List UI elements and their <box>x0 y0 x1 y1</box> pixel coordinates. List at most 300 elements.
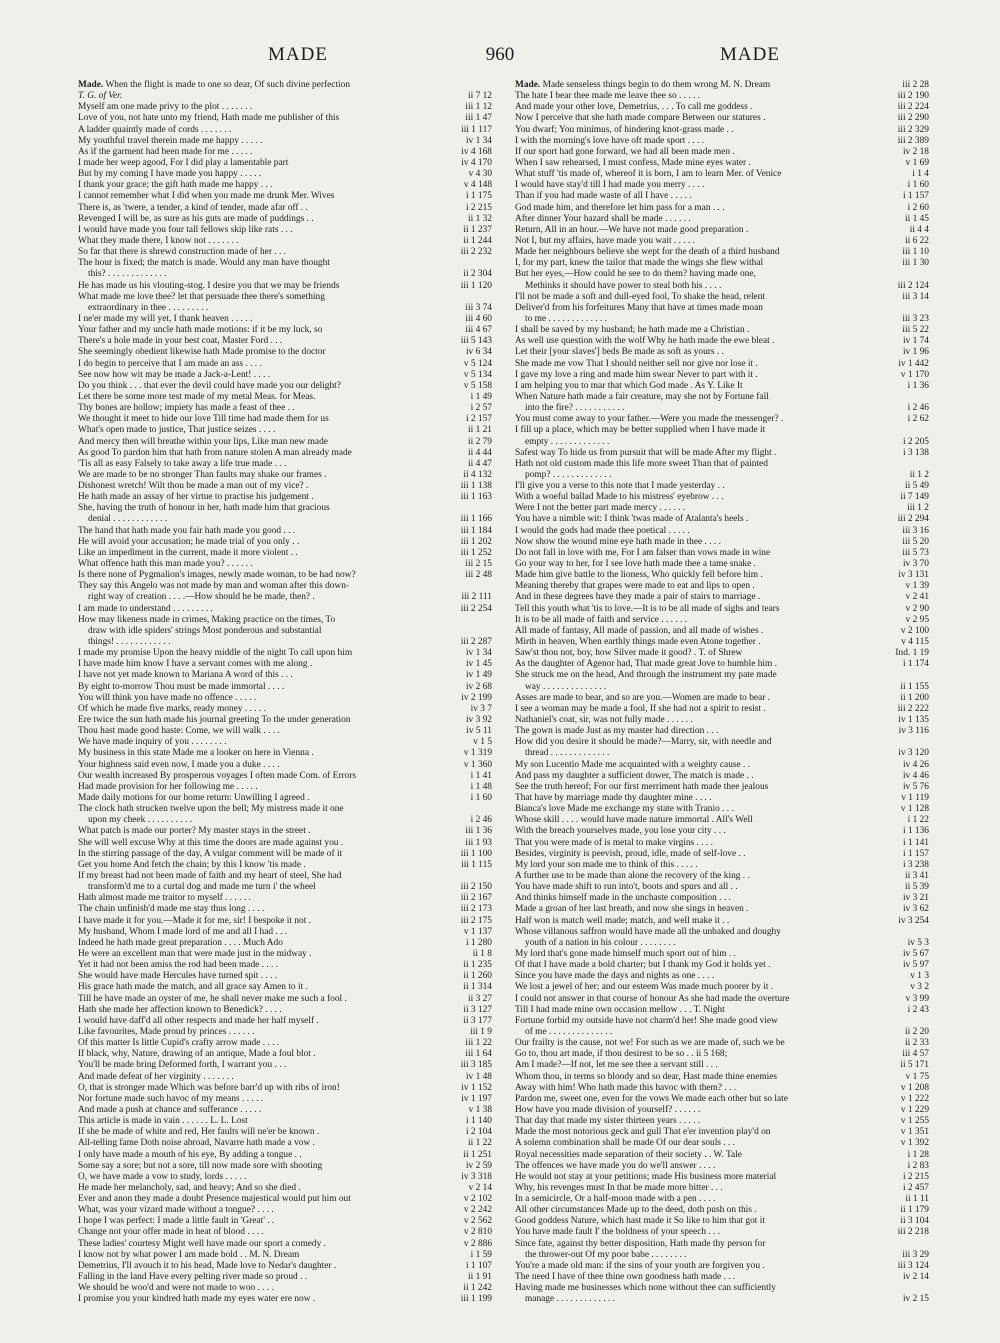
concordance-line <box>78 392 492 403</box>
concordance-line <box>515 682 929 693</box>
act-scene-line-reference: ii 3 41 <box>902 871 929 882</box>
concordance-line <box>515 760 929 771</box>
concordance-line <box>515 214 929 225</box>
concordance-line <box>515 247 929 258</box>
quotation-text: As if the garment had been made for me . . . . . <box>78 146 253 157</box>
act-scene-line-reference: iv 5 76 <box>900 782 929 793</box>
left-column <box>78 80 492 1305</box>
quotation-text: into the fire? . . . . . . . . . . . <box>525 403 625 414</box>
concordance-line <box>515 459 929 470</box>
quotation-text: Thou hast made good haste: Come, we will walk . . . . <box>78 726 280 737</box>
concordance-line <box>515 392 929 403</box>
act-scene-line-reference: iv 4 170 <box>458 158 492 169</box>
quotation-text: Made daily motions for our home return: Unwilling I agreed . <box>78 793 310 803</box>
concordance-line <box>515 481 929 492</box>
concordance-line <box>78 826 492 837</box>
quotation-text: Bianca's love Made me exchange my state with Tranio . . . <box>515 804 734 815</box>
concordance-line <box>515 336 929 347</box>
concordance-line <box>78 1072 492 1083</box>
act-scene-line-reference: iii 1 93 <box>462 838 492 849</box>
act-scene-line-reference: iii 2 290 <box>895 113 929 124</box>
concordance-line <box>515 826 929 837</box>
concordance-line <box>515 982 929 993</box>
concordance-line <box>78 838 492 849</box>
quotation-text: We should be woo'd and were not made to woo . . . . <box>78 1283 274 1294</box>
quotation-text: If our sport had gone forward, we had all been made men . <box>515 146 735 157</box>
concordance-line <box>78 514 492 525</box>
quotation-text: And pass my daughter a sufficient dower, The match is made . . <box>515 770 754 781</box>
quotation-text: way . . . . . . . . . . . . . . <box>525 681 607 692</box>
quotation-text: It is to be all made of faith and service . . . . . . <box>515 614 688 625</box>
concordance-line <box>78 971 492 982</box>
act-scene-line-reference: iii 2 222 <box>895 704 929 715</box>
quotation-text: thread . . . . . . . . . . . . . <box>525 748 610 759</box>
quotation-text: But her eyes,—How could he see to do them? having made one, <box>515 269 756 280</box>
quotation-text: I shall be saved by my husband; he hath made me a Christian . <box>515 325 750 336</box>
act-scene-line-reference: iii 3 124 <box>895 1261 929 1272</box>
concordance-line <box>515 1072 929 1083</box>
concordance-line <box>78 904 492 915</box>
concordance-line <box>515 916 929 927</box>
concordance-line <box>78 793 492 804</box>
concordance-line <box>78 236 492 247</box>
quotation-text: I see a woman may be made a fool, If she had not a spirit to resist . <box>515 703 766 714</box>
quotation-text: Besides, virginity is peevish, proud, idle, made of self-love . . <box>515 848 746 859</box>
quotation-text: Till I had made mine own occasion mellow . . . T. Night <box>515 1004 725 1015</box>
concordance-line <box>78 1172 492 1183</box>
act-scene-line-reference: ii 1 242 <box>460 1283 492 1294</box>
concordance-line <box>515 648 929 659</box>
act-scene-line-reference: v 1 351 <box>898 1127 929 1138</box>
quotation-text: A further use to be made than alone the recovery of the king . . <box>515 870 750 881</box>
concordance-line <box>515 604 929 615</box>
act-scene-line-reference: v 1 229 <box>898 1105 929 1116</box>
quotation-text: Than if you had made waste of all I have . . . . . <box>515 191 692 202</box>
quotation-text: Whose skill . . . . would have made nature immortal . All's Well <box>515 815 753 826</box>
act-scene-line-reference: iii 2 15 <box>462 559 492 570</box>
quotation-text: The offences we have made you do we'll answer . . . . <box>515 1160 716 1171</box>
quotation-text: O, we have made a vow to study, lords . . . . . <box>78 1171 247 1182</box>
quotation-text: Your highness said even now, I made you a duke . . . . <box>78 759 280 770</box>
quotation-text: manage . . . . . . . . . . . . . <box>525 1294 616 1305</box>
quotation-text: He would not stay at your petitions; made His business more material <box>515 1171 777 1182</box>
act-scene-line-reference: v 2 886 <box>461 1239 492 1250</box>
quotation-text: You have a nimble wit: I think 'twas made of Atalanta's heels . <box>515 514 749 525</box>
quotation-text: And made a push at chance and sufferance . . . . . <box>78 1104 262 1115</box>
quotation-text: Royal necessities made separation of their society . . W. Tale <box>515 1149 742 1160</box>
act-scene-line-reference: iii 1 117 <box>458 125 492 136</box>
concordance-line <box>78 559 492 570</box>
act-scene-line-reference: i 2 457 <box>900 1183 929 1194</box>
concordance-line <box>515 191 929 202</box>
concordance-line <box>515 1138 929 1149</box>
act-scene-line-reference: i 2 215 <box>463 203 492 214</box>
act-scene-line-reference: ii 4 132 <box>460 470 492 481</box>
act-scene-line-reference: iii 2 329 <box>895 125 929 136</box>
act-scene-line-reference: Ind. 1 19 <box>892 648 929 659</box>
concordance-line <box>78 1038 492 1049</box>
act-scene-line-reference: iii 1 184 <box>458 526 492 537</box>
concordance-line <box>78 871 492 882</box>
act-scene-line-reference: iii 2 254 <box>458 604 492 615</box>
headword: Made. <box>78 80 104 90</box>
quotation-text: The gown is made Just as my master had direction . . . <box>515 726 719 737</box>
concordance-line <box>515 526 929 537</box>
quotation-text: Whom thou, in terms so bloody and so dear, Hast made thine enemies <box>515 1071 778 1082</box>
concordance-line <box>515 425 929 436</box>
concordance-line <box>78 982 492 993</box>
quotation-text: Now show the wound mine eye hath made in thee . . . . <box>515 536 721 547</box>
concordance-line <box>78 626 492 637</box>
act-scene-line-reference: iii 1 252 <box>458 548 492 559</box>
concordance-line <box>515 492 929 503</box>
concordance-line <box>515 804 929 815</box>
act-scene-line-reference: iv 2 14 <box>900 1272 929 1283</box>
act-scene-line-reference: iv 1 197 <box>458 1094 492 1105</box>
quotation-text: Some say a sore; but not a sore, till now made sore with shooting <box>78 1160 323 1171</box>
act-scene-line-reference: v 1 5 <box>470 737 492 748</box>
concordance-line <box>515 437 929 448</box>
concordance-line <box>515 1016 929 1027</box>
act-scene-line-reference: iii 1 100 <box>458 849 492 860</box>
act-scene-line-reference: iii 2 111 <box>458 592 492 603</box>
quotation-text: Your father and my uncle hath made motions: if it be my luck, so <box>78 325 323 336</box>
act-scene-line-reference: i 2 43 <box>905 1005 929 1016</box>
quotation-text: Meaning thereby that grapes were made to eat and lips to open . <box>515 581 755 592</box>
quotation-text: O, that is stronger made Which was before barr'd up with ribs of iron! <box>78 1082 340 1093</box>
concordance-line <box>78 726 492 737</box>
concordance-line <box>515 559 929 570</box>
quotation-text: to me . . . . . . . . . . . . . <box>525 313 608 324</box>
concordance-line <box>515 359 929 370</box>
quotation-text: Asses are made to bear, and so are you.—Women are made to bear . <box>515 692 771 703</box>
concordance-line <box>515 1283 929 1294</box>
act-scene-line-reference: i 1 174 <box>900 659 929 670</box>
act-scene-line-reference: iv 1 34 <box>463 648 492 659</box>
concordance-line <box>78 258 492 269</box>
quotation-text: Ever and anon they made a doubt Presence majestical would put him out <box>78 1194 351 1205</box>
quotation-text: Go to, thou art made, if thou desirest to be so . . ii 5 168; <box>515 1049 728 1060</box>
act-scene-line-reference: iii 2 175 <box>458 916 492 927</box>
concordance-line <box>515 1094 929 1105</box>
concordance-line <box>78 704 492 715</box>
concordance-line <box>515 860 929 871</box>
act-scene-line-reference: i 2 57 <box>468 403 492 414</box>
quotation-text: In a semicircle, Or a half-moon made with a pen . . . . <box>515 1194 716 1205</box>
act-scene-line-reference: iv 5 11 <box>463 726 492 737</box>
quotation-text: Change not your offer made in heat of blood . . . . <box>78 1227 264 1238</box>
concordance-line <box>515 994 929 1005</box>
concordance-line <box>78 659 492 670</box>
concordance-line <box>78 80 492 91</box>
quotation-text: You'll be made bring Deformed forth, I warrant you . . . <box>78 1060 287 1071</box>
concordance-line <box>515 1105 929 1116</box>
quotation-text: She would have made Hercules have turned spit . . . . <box>78 971 278 982</box>
concordance-line <box>78 303 492 314</box>
act-scene-line-reference: iii 2 389 <box>895 136 929 147</box>
act-scene-line-reference: i 1 49 <box>468 392 492 403</box>
quotation-text: I would the gods had made thee poetical . . . . . <box>515 525 690 536</box>
quotation-text: Had made provision for her following me . . . . . <box>78 781 258 792</box>
quotation-text: Till he have made an oyster of me, he shall never make me such a fool . <box>78 993 347 1004</box>
concordance-line <box>78 1216 492 1227</box>
concordance-line <box>78 1194 492 1205</box>
act-scene-line-reference: iii 1 12 <box>462 102 492 113</box>
concordance-line <box>515 1239 929 1250</box>
concordance-line <box>515 949 929 960</box>
act-scene-line-reference: iii 2 173 <box>458 904 492 915</box>
concordance-line <box>78 147 492 158</box>
act-scene-line-reference: iv 3 254 <box>895 916 929 927</box>
act-scene-line-reference: ii 2 33 <box>902 1038 929 1049</box>
act-scene-line-reference: iii 1 199 <box>458 1294 492 1305</box>
act-scene-line-reference: iii 2 150 <box>458 882 492 893</box>
act-scene-line-reference: ii 1 11 <box>902 1194 929 1205</box>
concordance-line <box>78 203 492 214</box>
act-scene-line-reference: v 1 69 <box>903 158 929 169</box>
act-scene-line-reference: iv 1 442 <box>895 359 929 370</box>
quotation-text: Let their [your slaves'] beds Be made as soft as yours . . <box>515 347 724 358</box>
act-scene-line-reference: iii 1 166 <box>458 514 492 525</box>
act-scene-line-reference: iii 5 143 <box>458 336 492 347</box>
concordance-line <box>515 281 929 292</box>
act-scene-line-reference: i 3 138 <box>900 448 929 459</box>
quotation-text: All-telling fame Doth noise abroad, Navarre hath made a vow . <box>78 1138 315 1149</box>
concordance-line <box>78 1060 492 1071</box>
quotation-text: Is there none of Pygmalion's images, newly made woman, to be had now? <box>78 570 356 581</box>
concordance-line <box>78 359 492 370</box>
quotation-text: I know not by what power I am made bold . . M. N. Dream <box>78 1249 300 1260</box>
act-scene-line-reference: ii 4 47 <box>465 459 492 470</box>
quotation-text: Since fate, against thy better disposition, Hath made thy person for <box>515 1238 766 1249</box>
concordance-line <box>515 715 929 726</box>
quotation-text: God made him, and therefore let him pass for a man . . . <box>515 202 725 213</box>
concordance-line <box>515 838 929 849</box>
quotation-text: the thrower-out Of my poor babe . . . . . . . . <box>525 1249 687 1260</box>
quotation-text: My husband, Whom I made lord of me and all I had . . . <box>78 926 288 937</box>
act-scene-line-reference: v 1 119 <box>898 793 929 804</box>
act-scene-line-reference: iii 2 232 <box>458 247 492 258</box>
act-scene-line-reference: i 1 48 <box>468 782 492 793</box>
quotation-text: She will well excuse Why at this time the doors are made against you . <box>78 837 344 848</box>
act-scene-line-reference: ii 1 21 <box>465 425 492 436</box>
quotation-text: Not I, but my affairs, have made you wait . . . . . <box>515 235 695 246</box>
concordance-line <box>78 682 492 693</box>
concordance-line <box>78 592 492 603</box>
concordance-line <box>78 281 492 292</box>
quotation-text: Half won is match well made; match, and well make it . . <box>515 915 730 926</box>
quotation-text: transform'd me to a curtal dog and made me turn i' the wheel <box>88 882 316 893</box>
act-scene-line-reference: iv 4 168 <box>458 147 492 158</box>
act-scene-line-reference: ii 1 2 <box>907 470 929 481</box>
concordance-line <box>78 1116 492 1127</box>
act-scene-line-reference: iii 2 48 <box>462 570 492 581</box>
quotation-text: Hath she made her affection known to Benedick? . . . . <box>78 1004 282 1015</box>
quotation-text: He has made us his vlouting-stog. I desire you that we may be friends <box>78 280 340 291</box>
concordance-line <box>78 526 492 537</box>
quotation-text: I would have made you four tall fellows skip like rats . . . <box>78 224 293 235</box>
quotation-text: Good goddess Nature, which hast made it So like to him that got it <box>515 1216 765 1227</box>
quotation-text: She made me vow That I should neither sell nor give nor lose it . <box>515 358 758 369</box>
quotation-text: The need I have of thee thine own goodness hath made . . . <box>515 1272 736 1283</box>
act-scene-line-reference: iii 1 10 <box>899 247 929 258</box>
act-scene-line-reference: iv 3 7 <box>468 704 492 715</box>
quotation-text: Ere twice the sun hath made his journal greeting To the under generation <box>78 715 351 726</box>
concordance-line <box>78 570 492 581</box>
quotation-text: youth of a nation in his colour . . . . . . . . <box>525 937 676 948</box>
quotation-text: That have by marriage made thy daughter mine . . . . <box>515 793 712 803</box>
concordance-line <box>515 1127 929 1138</box>
quotation-text: You dwarf; You minimus, of hindering knot-grass made . . <box>515 124 734 135</box>
concordance-line <box>515 269 929 280</box>
act-scene-line-reference: iii 1 2 <box>904 503 929 514</box>
quotation-text: right way of creation . . . .—How should he be made, then? . <box>88 592 315 603</box>
concordance-line <box>78 615 492 626</box>
act-scene-line-reference: v 1 128 <box>898 804 929 815</box>
act-scene-line-reference: iii 4 67 <box>462 325 492 336</box>
act-scene-line-reference: iii 1 163 <box>458 492 492 503</box>
quotation-text: I would have daff'd all other respects and made her half myself . <box>78 1015 319 1026</box>
concordance-line <box>515 793 929 804</box>
concordance-line <box>515 236 929 247</box>
act-scene-line-reference: ii 1 179 <box>897 1205 929 1216</box>
act-scene-line-reference: ii 5 171 <box>897 1060 929 1071</box>
concordance-line <box>515 592 929 603</box>
act-scene-line-reference: i 1 60 <box>905 180 929 191</box>
quotation-text: You will think you have made no offence . . . . . <box>78 692 257 703</box>
act-scene-line-reference: ii 3 27 <box>465 994 492 1005</box>
concordance-line <box>515 849 929 860</box>
quotation-text: They say this Angelo was not made by man and woman after this down- <box>78 581 350 592</box>
quotation-text: And thinks himself made in the unchaste composition . . . <box>515 893 731 904</box>
concordance-line <box>78 1150 492 1161</box>
act-scene-line-reference: i 2 104 <box>463 1127 492 1138</box>
act-scene-line-reference: iii 2 218 <box>895 1227 929 1238</box>
act-scene-line-reference: v 1 75 <box>903 1072 929 1083</box>
concordance-line <box>515 147 929 158</box>
quotation-text: I made her weep agood, For I did play a lamentable part <box>78 157 289 168</box>
concordance-line <box>515 91 929 102</box>
quotation-text: What's open made to justice, That justice seizes . . . . <box>78 425 276 436</box>
concordance-line <box>78 381 492 392</box>
act-scene-line-reference: v 2 242 <box>461 1205 492 1216</box>
quotation-text: denial . . . . . . . . . . . . <box>88 514 168 525</box>
quotation-text: My business in this state Made me a looker on here in Vienna . <box>78 748 314 759</box>
act-scene-line-reference: i 2 83 <box>905 1161 929 1172</box>
concordance-line <box>78 1127 492 1138</box>
concordance-line <box>515 314 929 325</box>
concordance-line <box>78 1283 492 1294</box>
quotation-text: I only have made a mouth of his eye, By adding a tongue . . <box>78 1149 302 1160</box>
concordance-line <box>78 1005 492 1016</box>
quotation-text: I'll not be made a soft and dull-eyed fool, To shake the head, relent <box>515 291 765 302</box>
act-scene-line-reference: i 1 22 <box>905 815 929 826</box>
quotation-text: I would have stay'd till I had made you merry . . . . <box>515 180 705 191</box>
concordance-line <box>78 1272 492 1283</box>
act-scene-line-reference: iv 1 135 <box>895 715 929 726</box>
quotation-text: You have made fault I' the boldness of your speech . . . <box>515 1227 721 1238</box>
quotation-text: Safest way To hide us from pursuit that will be made After my flight . <box>515 447 777 458</box>
act-scene-line-reference: iv 2 68 <box>463 682 492 693</box>
act-scene-line-reference: v 1 360 <box>461 760 492 771</box>
quotation-text: I promise you your kindred hath made my eyes water ere now . <box>78 1294 316 1305</box>
concordance-line <box>515 180 929 191</box>
act-scene-line-reference: iii 2 224 <box>895 102 929 113</box>
act-scene-line-reference: ii 7 12 <box>465 91 492 102</box>
quotation-text: My son Lucentio Made me acquainted with a weighty cause . . <box>515 759 751 770</box>
concordance-line <box>515 381 929 392</box>
act-scene-line-reference: iii 1 115 <box>458 860 492 871</box>
quotation-text: Saw'st thou not, boy, how Silver made it good? . T. of Shrew <box>515 648 743 659</box>
act-scene-line-reference: i 1 157 <box>900 191 929 202</box>
right-column <box>515 80 929 1305</box>
act-scene-line-reference: i 2 62 <box>905 414 929 425</box>
act-scene-line-reference: iii 1 47 <box>462 113 492 124</box>
concordance-line <box>515 726 929 737</box>
quotation-text: He will avoid your accusation; he made trial of you only . . <box>78 536 300 547</box>
concordance-line <box>78 414 492 425</box>
quotation-text: What made me love thee? let that persuade thee there's something <box>78 291 325 302</box>
quotation-text: But by my coming I have made you happy . . . . . <box>78 169 262 180</box>
concordance-line <box>78 1183 492 1194</box>
concordance-line <box>78 949 492 960</box>
quotation-text: I have made it for you.—Made it for me, sir! I bespoke it not . <box>78 915 312 926</box>
act-scene-line-reference: iii 2 28 <box>899 80 929 91</box>
act-scene-line-reference: iv 2 18 <box>900 147 929 158</box>
concordance-line <box>78 693 492 704</box>
concordance-line <box>515 303 929 314</box>
act-scene-line-reference: ii 1 314 <box>460 982 492 993</box>
concordance-line <box>78 1250 492 1261</box>
quotation-text: A ladder quaintly made of cords . . . . . . . <box>78 124 232 135</box>
concordance-line <box>78 347 492 358</box>
quotation-text: You must come away to your father.—Were you made the messenger? . <box>515 414 784 425</box>
quotation-text: I hope I was perfect: I made a little fault in 'Great' . . <box>78 1216 275 1227</box>
concordance-line <box>515 1272 929 1283</box>
act-scene-line-reference: ii 1 244 <box>460 236 492 247</box>
act-scene-line-reference: v 1 39 <box>903 581 929 592</box>
concordance-line <box>78 1027 492 1038</box>
concordance-line <box>78 860 492 871</box>
headword: Made. <box>515 80 541 90</box>
concordance-line <box>515 927 929 938</box>
quotation-text: She seemingly obedient likewise hath Made promise to the doctor <box>78 347 326 358</box>
act-scene-line-reference: v 2 41 <box>903 592 929 603</box>
concordance-line <box>515 169 929 180</box>
quotation-text: 'Tis all as easy Falsely to take away a life true made . . . <box>78 458 287 469</box>
act-scene-line-reference: iii 1 9 <box>467 1027 492 1038</box>
act-scene-line-reference: ii 1 260 <box>460 971 492 982</box>
concordance-line <box>78 91 492 102</box>
concordance-line <box>78 448 492 459</box>
act-scene-line-reference: iv 3 120 <box>895 748 929 759</box>
act-scene-line-reference: ii 6 22 <box>902 236 929 247</box>
concordance-line <box>515 503 929 514</box>
act-scene-line-reference: iii 1 36 <box>462 826 492 837</box>
act-scene-line-reference: iii 5 73 <box>899 548 929 559</box>
quotation-text: Made a groan of her last breath, and now she sings in heaven . <box>515 904 749 915</box>
concordance-line <box>515 258 929 269</box>
quotation-text: As the daughter of Agenor had, That made great Jove to humble him . <box>515 659 777 670</box>
quotation-text: I'll give you a verse to this note that I made yesterday . . <box>515 481 725 492</box>
quotation-text: With the breach yourselves made, you lose your city . . . <box>515 826 726 837</box>
concordance-line <box>78 648 492 659</box>
page-number: 960 <box>485 44 515 65</box>
act-scene-line-reference: iv 1 45 <box>463 659 492 670</box>
concordance-line <box>515 581 929 592</box>
act-scene-line-reference: iii 1 64 <box>462 1049 492 1060</box>
act-scene-line-reference: iv 1 152 <box>458 1083 492 1094</box>
